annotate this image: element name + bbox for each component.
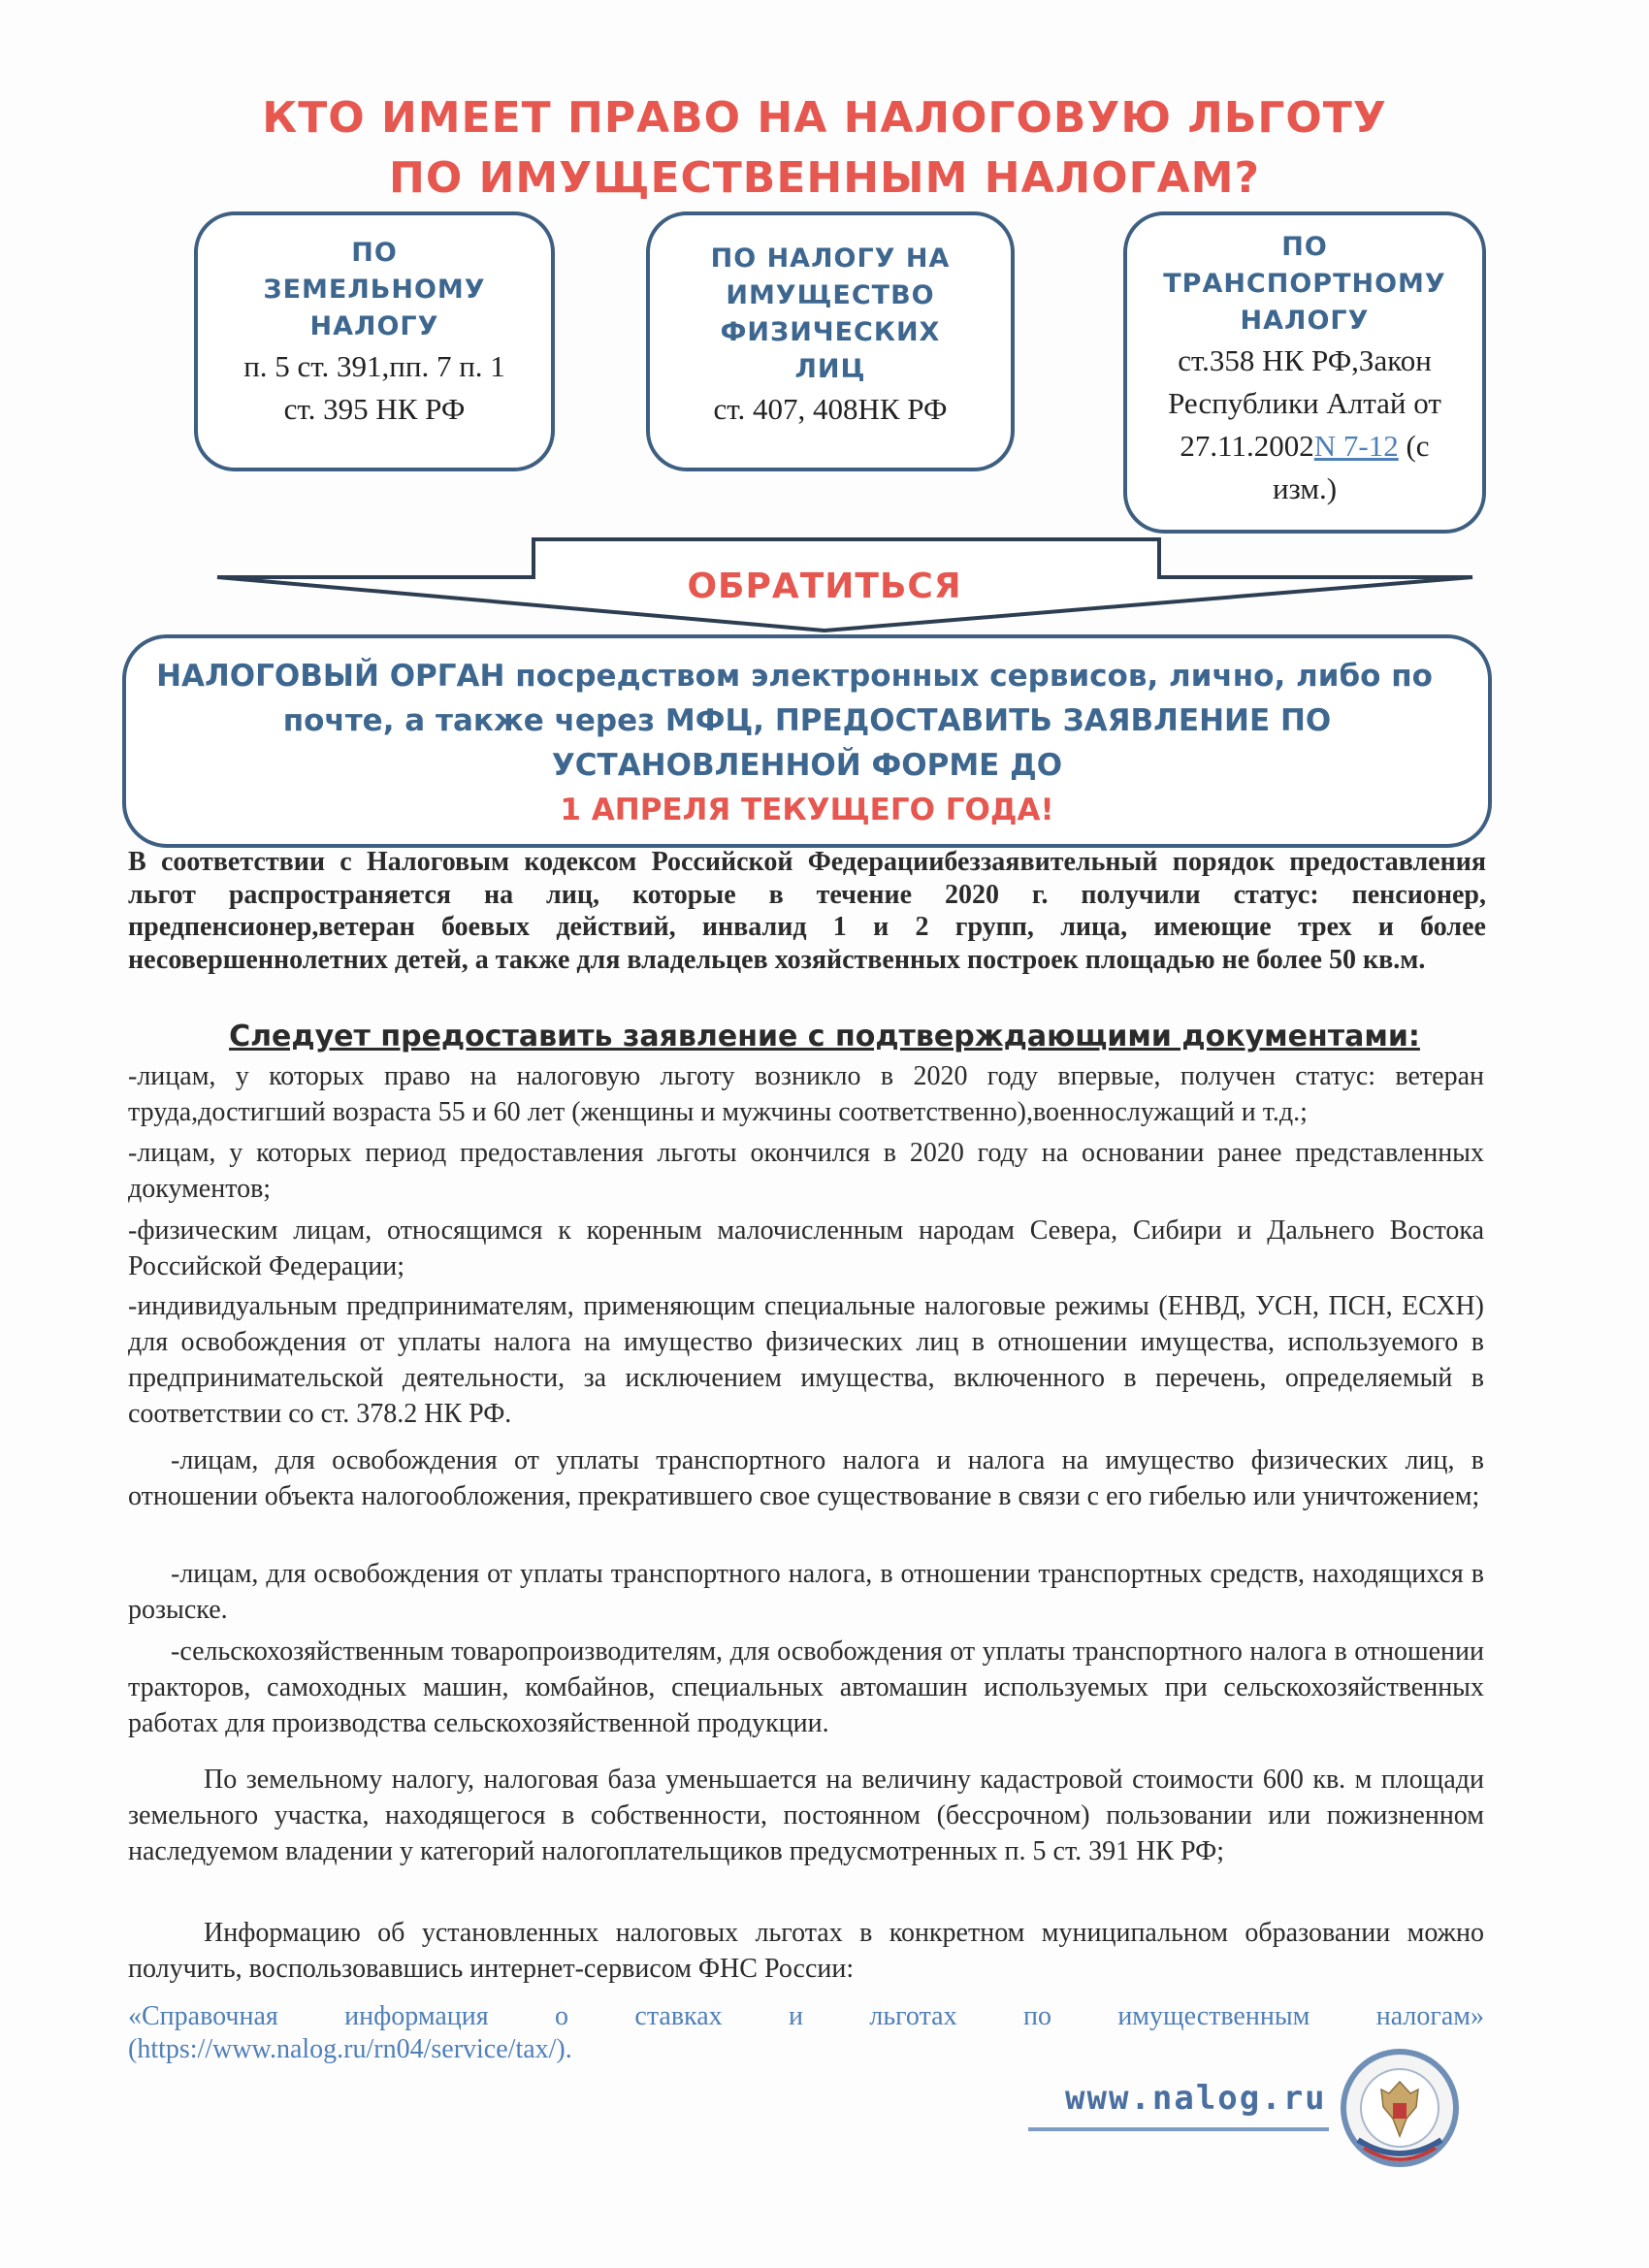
submit-line-2: почте, а также через МФЦ, ПРЕДОСТАВИТЬ ЗАЯВЛЕНИЕ ПО bbox=[282, 703, 1332, 738]
paragraph-entrepreneurs: -индивидуальным предпринимателям, применяющим специальные налоговые режимы (ЕНВД, УСН, ПСН, ЕСХН) для освобождения от уплаты налога на имущество физических лиц в отношении имущества, используемого в предпринимательской деятельности, за исключением имущества, включенного в перечень, определяемый в соответствии со ст. 378.2 НК РФ. bbox=[128, 1291, 1484, 1429]
property-tax-heading-2: ИМУЩЕСТВО bbox=[726, 280, 935, 310]
submit-application-box bbox=[122, 634, 1492, 848]
page-title-line-2: ПО ИМУЩЕСТВЕННЫМ НАЛОГАМ? bbox=[389, 153, 1260, 203]
transport-tax-ref-2: Республики Алтай от bbox=[1168, 386, 1441, 420]
land-tax-heading-2: ЗЕМЕЛЬНОМУ bbox=[263, 275, 486, 305]
property-tax-heading-3: ФИЗИЧЕСКИХ bbox=[720, 317, 941, 347]
transport-tax-heading-1: ПО bbox=[1281, 232, 1328, 262]
documents-subheading: Следует предоставить заявление с подтверждающими документами: bbox=[229, 1020, 1420, 1053]
paragraph-info-service: Информацию об установленных налоговых льготах в конкретном муниципальном образовании можно получить, воспользовавшись интернет-сервисом ФНС России: bbox=[128, 1918, 1484, 1984]
submit-line-1: НАЛОГОВЫЙ ОРГАН посредством электронных сервисов, лично, либо по bbox=[156, 659, 1433, 694]
submit-deadline: 1 АПРЕЛЯ ТЕКУЩЕГО ГОДА! bbox=[560, 793, 1054, 827]
fns-emblem-icon bbox=[1339, 2047, 1461, 2169]
statutory-paragraph: В соответствии с Налоговым кодексом Российской Федерациибеззаявительный порядок предоставления льгот распространяется на лиц, которые в течение 2020 г. получили статус: пенсионер, предпенсионер,ветеран боевых действий, инвалид 1 и 2 групп, лица, имеющие трех и более несовершеннолетних детей, а также для владельцев хозяйственных построек площадью не более 50 кв.м. bbox=[128, 847, 1486, 975]
paragraph-land-tax-base: По земельному налогу, налоговая база уменьшается на величину кадастровой стоимости 600 кв. м площади земельного участка, находящегося в собственности, постоянном (бессрочном) пользовании или пожизненном наследуемом владении у категорий налогоплательщиков предусмотренных п. 5 ст. 391 НК РФ; bbox=[128, 1765, 1484, 1866]
land-tax-ref-2: ст. 395 НК РФ bbox=[283, 392, 466, 426]
service-link-url[interactable]: (https://www.nalog.ru/rn04/service/tax/). bbox=[128, 2034, 572, 2064]
land-tax-heading-3: НАЛОГУ bbox=[309, 311, 439, 341]
property-tax-heading-4: ЛИЦ bbox=[794, 354, 866, 384]
paragraph-agricultural: -сельскохозяйственным товаропроизводителям, для освобождения от уплаты транспортного налога в отношении тракторов, самоходных машин, комбайнов, специальных автомашин используемых при сельскохозяйственных работах для производства сельскохозяйственной продукции. bbox=[128, 1636, 1484, 1738]
apply-label: ОБРАТИТЬСЯ bbox=[687, 567, 962, 606]
footer-website: www.nalog.ru bbox=[1065, 2079, 1327, 2118]
paragraph-indigenous: -физическим лицам, относящимся к коренным малочисленным народам Севера, Сибири и Дальнего Востока Российской Федерации; bbox=[128, 1215, 1484, 1281]
paragraph-wanted-vehicles: -лицам, для освобождения от уплаты транспортного налога, в отношении транспортных средств, находящихся в розыске. bbox=[128, 1559, 1484, 1625]
service-link-title[interactable]: «Справочная информация о ставках и льготах по имущественным налогам» bbox=[128, 2001, 1484, 2031]
paragraph-destroyed-object: -лицам, для освобождения от уплаты транспортного налога и налога на имущество физических лиц, в отношении объекта налогообложения, прекратившего свое существование в связи с его гибелью или уничтожением; bbox=[128, 1445, 1484, 1511]
law-number-link[interactable]: N 7-12 bbox=[1313, 429, 1399, 463]
paragraph-first-time: -лицам, у которых право на налоговую льготу возникло в 2020 году впервые, получен статус: ветеран труда,достигший возраста 55 и 60 лет (женщины и мужчины соответственно),военнослужащий и т.д.; bbox=[128, 1061, 1484, 1127]
page-title-line-1: КТО ИМЕЕТ ПРАВО НА НАЛОГОВУЮ ЛЬГОТУ bbox=[262, 93, 1387, 143]
transport-tax-ref-4: изм.) bbox=[1272, 471, 1338, 505]
submit-line-3: УСТАНОВЛЕННОЙ ФОРМЕ ДО bbox=[551, 748, 1063, 783]
property-tax-ref: ст. 407, 408НК РФ bbox=[713, 392, 948, 426]
land-tax-ref-1: п. 5 ст. 391,пп. 7 п. 1 bbox=[243, 349, 505, 383]
land-tax-heading-1: ПО bbox=[351, 238, 398, 268]
transport-tax-heading-2: ТРАНСПОРТНОМУ bbox=[1163, 269, 1446, 299]
footer-underline bbox=[1028, 2127, 1329, 2131]
property-tax-heading-1: ПО НАЛОГУ НА bbox=[710, 243, 951, 274]
transport-tax-heading-3: НАЛОГУ bbox=[1240, 306, 1370, 336]
paragraph-period-ended: -лицам, у которых период предоставления льготы окончился в 2020 году на основании ранее представленных документов; bbox=[128, 1138, 1484, 1204]
transport-tax-ref-1: ст.358 НК РФ,Закон bbox=[1178, 343, 1432, 377]
transport-tax-ref-tail: (с bbox=[1398, 429, 1430, 463]
transport-tax-law-date: 27.11.2002 bbox=[1180, 429, 1314, 463]
